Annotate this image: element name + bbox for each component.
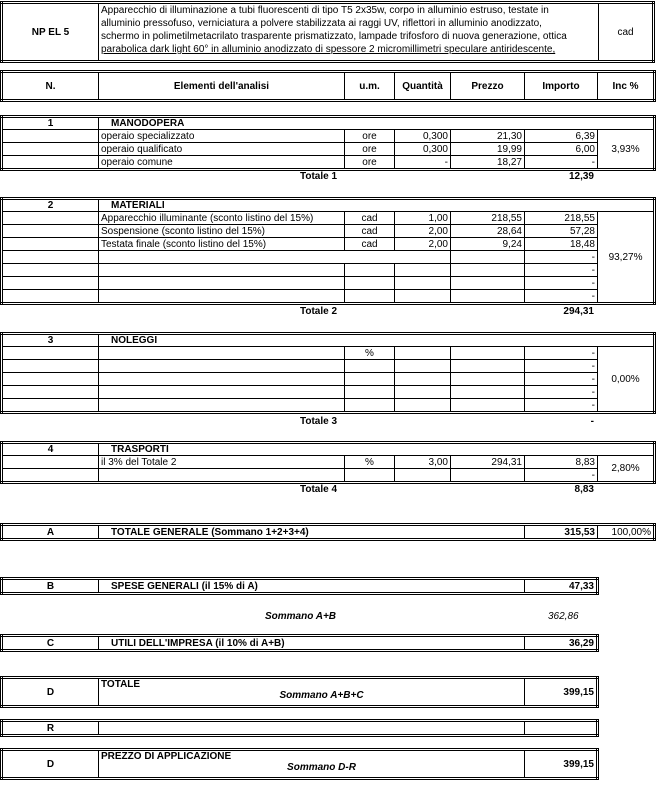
row-unit: cad <box>345 238 395 251</box>
row-number <box>2 347 99 360</box>
section-title: TRASPORTI <box>99 443 655 456</box>
sommano-ab-label: Sommano A+B <box>265 611 337 622</box>
row-amount: - <box>525 373 598 386</box>
row-description <box>99 360 345 373</box>
summary-c-label: UTILI DELL'IMPRESA (il 10% di A+B) <box>99 636 525 651</box>
summary-d-label: TOTALE <box>101 679 141 690</box>
row-description <box>99 290 345 304</box>
row-quantity <box>395 277 451 290</box>
row-unit <box>345 399 395 413</box>
row-number <box>2 238 99 251</box>
section-number: 1 <box>2 117 99 130</box>
row-unit <box>345 360 395 373</box>
section-total-label: Totale 2 <box>300 306 338 317</box>
row-quantity: 1,00 <box>395 212 451 225</box>
row-unit <box>345 277 395 290</box>
summary-a-code: A <box>2 525 99 540</box>
row-number <box>2 212 99 225</box>
row-number <box>2 130 99 143</box>
row-price: 9,24 <box>451 238 525 251</box>
row-number <box>2 156 99 170</box>
summary-b-code: B <box>2 579 99 594</box>
row-quantity: 0,300 <box>395 130 451 143</box>
row-amount: - <box>525 156 598 170</box>
row-number <box>2 373 99 386</box>
row-quantity <box>395 469 451 483</box>
row-quantity: 2,00 <box>395 225 451 238</box>
item-description-line: schermo in polimetilmetacrilato trasparente prismatizzato, lampade trifosforo di nuova generazione, ottica <box>101 31 567 42</box>
row-description <box>99 251 451 264</box>
section-number: 3 <box>2 334 99 347</box>
summary-price <box>0 748 599 780</box>
row-number <box>2 399 99 413</box>
row-quantity <box>395 360 451 373</box>
section-number: 2 <box>2 199 99 212</box>
table-row <box>2 212 655 225</box>
row-quantity <box>395 264 451 277</box>
row-amount: 8,83 <box>525 456 598 469</box>
row-amount: 218,55 <box>525 212 598 225</box>
row-unit: cad <box>345 225 395 238</box>
row-price <box>451 290 525 304</box>
item-code: NP EL 5 <box>2 3 99 62</box>
row-unit: ore <box>345 130 395 143</box>
row-price: 21,30 <box>451 130 525 143</box>
header-elements: Elementi dell'analisi <box>99 72 345 101</box>
summary-a <box>0 523 655 541</box>
summary-c-value: 36,29 <box>525 636 598 651</box>
row-description: Testata finale (sconto listino del 15%) <box>99 238 345 251</box>
row-description <box>99 399 345 413</box>
row-price <box>451 277 525 290</box>
row-quantity <box>395 399 451 413</box>
row-unit <box>345 373 395 386</box>
summary-r-value <box>525 721 598 736</box>
row-number <box>2 360 99 373</box>
section-inc-percent: 0,00% <box>598 347 655 413</box>
section-2 <box>0 197 655 305</box>
row-description: Apparecchio illuminante (sconto listino del 15%) <box>99 212 345 225</box>
summary-price-label: PREZZO DI APPLICAZIONE <box>101 751 232 762</box>
table-row <box>2 238 655 251</box>
section-inc-percent: 2,80% <box>598 456 655 483</box>
item-description-line: alluminio pressofuso, verniciatura a polvere stabilizzata ai raggi UV, riflettori in alluminio anodizzato, <box>101 18 542 29</box>
table-row <box>2 225 655 238</box>
header-inc: Inc % <box>598 72 655 101</box>
section-number: 4 <box>2 443 99 456</box>
row-description: operaio qualificato <box>99 143 345 156</box>
row-amount: - <box>525 399 598 413</box>
summary-b-value: 47,33 <box>525 579 598 594</box>
item-unit: cad <box>599 3 654 62</box>
row-unit <box>345 290 395 304</box>
section-inc-percent: 3,93% <box>598 130 655 170</box>
summary-r-label <box>99 721 525 736</box>
item-description-line: parabolica dark light 60° in alluminio anodizzato di spessore 2 micromillimetri speculare antiridescente, <box>101 44 556 55</box>
row-price: 28,64 <box>451 225 525 238</box>
row-price <box>451 251 525 264</box>
row-amount: - <box>525 469 598 483</box>
row-quantity <box>395 290 451 304</box>
row-amount: 18,48 <box>525 238 598 251</box>
row-amount: - <box>525 386 598 399</box>
section-title: NOLEGGI <box>99 334 655 347</box>
item-description <box>99 3 599 62</box>
summary-price-code: D <box>2 750 99 779</box>
row-quantity: - <box>395 156 451 170</box>
row-price <box>451 373 525 386</box>
row-number <box>2 143 99 156</box>
summary-b-label: SPESE GENERALI (il 15% di A) <box>99 579 525 594</box>
table-row <box>2 264 655 277</box>
section-title-row <box>2 199 655 212</box>
row-price <box>451 386 525 399</box>
row-quantity <box>395 347 451 360</box>
header-qty: Quantità <box>395 72 451 101</box>
summary-price-label-cell <box>99 750 525 779</box>
summary-c-code: C <box>2 636 99 651</box>
row-quantity: 0,300 <box>395 143 451 156</box>
table-row <box>2 290 655 304</box>
row-number <box>2 469 99 483</box>
row-unit: cad <box>345 212 395 225</box>
table-row <box>2 360 655 373</box>
column-header <box>0 70 655 100</box>
row-description <box>99 347 345 360</box>
row-unit <box>345 469 395 483</box>
row-description: il 3% del Totale 2 <box>99 456 345 469</box>
summary-d-value: 399,15 <box>525 678 598 707</box>
sommano-ab-value: 362,86 <box>548 611 579 622</box>
summary-a-inc: 100,00% <box>598 525 655 540</box>
table-row <box>2 277 655 290</box>
row-description: operaio specializzato <box>99 130 345 143</box>
row-price: 19,99 <box>451 143 525 156</box>
row-number <box>2 277 99 290</box>
table-row <box>2 456 655 469</box>
table-row <box>2 156 655 170</box>
summary-d-label-cell <box>99 678 525 707</box>
summary-d <box>0 676 599 708</box>
section-total-value: 294,31 <box>563 306 594 317</box>
summary-price-sublabel: Sommano D-R <box>287 762 356 773</box>
row-unit: % <box>345 347 395 360</box>
row-description <box>99 373 345 386</box>
section-3 <box>0 332 655 414</box>
summary-r <box>0 719 599 737</box>
row-price <box>451 399 525 413</box>
row-price: 218,55 <box>451 212 525 225</box>
row-description <box>99 264 345 277</box>
row-number <box>2 251 99 264</box>
row-unit <box>345 386 395 399</box>
section-title-row <box>2 334 655 347</box>
summary-d-code: D <box>2 678 99 707</box>
row-amount: - <box>525 264 598 277</box>
item-description-block <box>0 1 655 59</box>
row-description: Sospensione (sconto listino del 15%) <box>99 225 345 238</box>
row-price: 294,31 <box>451 456 525 469</box>
row-amount: 6,39 <box>525 130 598 143</box>
section-4 <box>0 441 655 484</box>
row-price: 18,27 <box>451 156 525 170</box>
row-description: operaio comune <box>99 156 345 170</box>
row-price <box>451 360 525 373</box>
section-total-label: Totale 3 <box>300 416 338 427</box>
table-row <box>2 373 655 386</box>
row-amount: - <box>525 290 598 304</box>
summary-r-code: R <box>2 721 99 736</box>
row-amount: - <box>525 360 598 373</box>
row-amount: 57,28 <box>525 225 598 238</box>
row-quantity: 3,00 <box>395 456 451 469</box>
summary-price-value: 399,15 <box>525 750 598 779</box>
row-description <box>99 386 345 399</box>
row-quantity: 2,00 <box>395 238 451 251</box>
row-description <box>99 277 345 290</box>
section-total-label: Totale 4 <box>300 484 338 495</box>
table-row <box>2 399 655 413</box>
header-amount: Importo <box>525 72 598 101</box>
row-number <box>2 290 99 304</box>
section-title: MANODOPERA <box>99 117 655 130</box>
row-number <box>2 386 99 399</box>
row-price <box>451 264 525 277</box>
row-amount: - <box>525 347 598 360</box>
header-um: u.m. <box>345 72 395 101</box>
section-title: MATERIALI <box>99 199 655 212</box>
section-1 <box>0 115 655 171</box>
row-number <box>2 264 99 277</box>
summary-c <box>0 634 599 652</box>
section-inc-percent: 93,27% <box>598 212 655 304</box>
row-price <box>451 347 525 360</box>
table-row <box>2 251 655 264</box>
table-row <box>2 469 655 483</box>
row-price <box>451 469 525 483</box>
row-description <box>99 469 345 483</box>
row-amount: - <box>525 277 598 290</box>
summary-b <box>0 577 599 595</box>
summary-d-sublabel: Sommano A+B+C <box>279 690 364 701</box>
section-total-value: - <box>590 416 594 427</box>
item-description-line: Apparecchio di illuminazione a tubi fluorescenti di tipo T5 2x35w, corpo in alluminio estruso, testate in <box>101 5 549 16</box>
row-quantity <box>395 373 451 386</box>
summary-a-label: TOTALE GENERALE (Sommano 1+2+3+4) <box>99 525 525 540</box>
header-n: N. <box>2 72 99 101</box>
table-row <box>2 386 655 399</box>
table-row <box>2 130 655 143</box>
section-total-label: Totale 1 <box>300 171 338 182</box>
header-price: Prezzo <box>451 72 525 101</box>
section-title-row <box>2 117 655 130</box>
section-title-row <box>2 443 655 456</box>
row-amount: 6,00 <box>525 143 598 156</box>
section-total-value: 12,39 <box>568 171 594 182</box>
summary-a-value: 315,53 <box>525 525 598 540</box>
row-unit <box>345 264 395 277</box>
row-unit: ore <box>345 143 395 156</box>
table-row <box>2 143 655 156</box>
table-row <box>2 347 655 360</box>
section-total-value: 8,83 <box>574 484 594 495</box>
row-unit: ore <box>345 156 395 170</box>
row-number <box>2 225 99 238</box>
row-unit: % <box>345 456 395 469</box>
row-number <box>2 456 99 469</box>
row-quantity <box>395 386 451 399</box>
row-amount: - <box>525 251 598 264</box>
